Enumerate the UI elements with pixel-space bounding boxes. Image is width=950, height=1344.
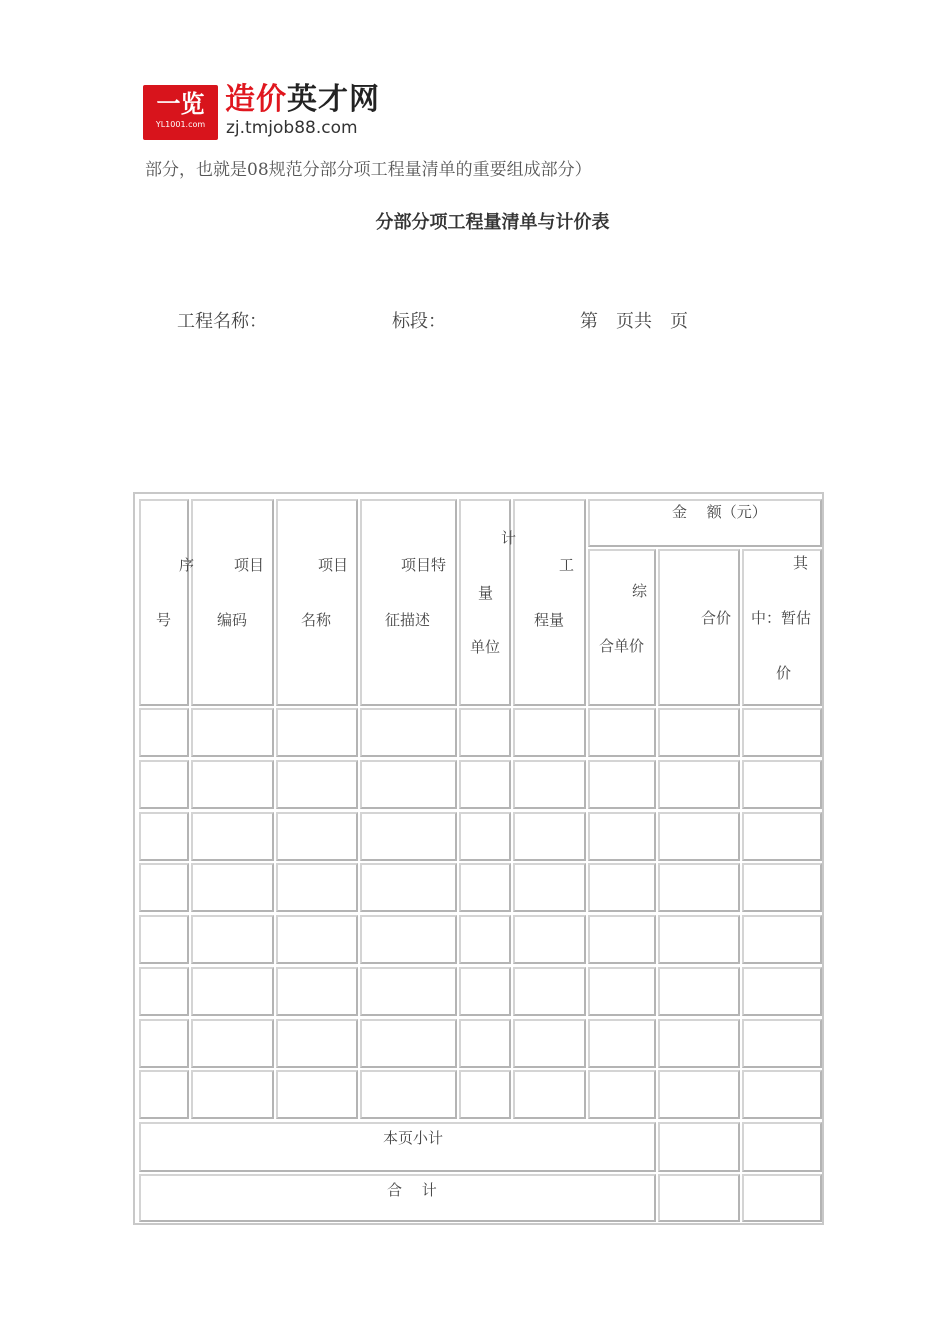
subtotal-total-price-cell: [658, 1122, 740, 1172]
header-name-b: 名称: [301, 611, 332, 629]
table-cell-unit-price: [588, 915, 656, 964]
table-cell-total-price: [658, 812, 740, 861]
table-cell-provisional: [742, 708, 822, 757]
page-label: 第 页共 页: [580, 311, 688, 332]
table-cell-total-price: [658, 967, 740, 1016]
table-cell-total-price: [658, 915, 740, 964]
table-cell-desc: [360, 708, 457, 757]
project-name-label: 工程名称：: [177, 311, 267, 332]
total-total-price-cell: [658, 1174, 740, 1222]
table-cell-unit: [459, 812, 511, 861]
header-total-price: 合价: [701, 609, 732, 627]
table-cell-name: [276, 1019, 358, 1068]
table-cell-code: [191, 1019, 274, 1068]
table-cell-unit: [459, 915, 511, 964]
header-desc-cell: [360, 499, 457, 706]
header-qty-b: 程量: [534, 611, 565, 629]
header-unit-price-cell: [588, 549, 656, 706]
table-cell-unit-price: [588, 967, 656, 1016]
table-cell-qty: [513, 967, 586, 1016]
table-cell-qty: [513, 812, 586, 861]
header-unit-b: 量: [478, 584, 494, 602]
logo-site-name-dark: 英才网: [287, 82, 380, 117]
table-cell-provisional: [742, 863, 822, 912]
logo-mark-subtext: YL1001.com: [155, 120, 206, 129]
table-cell-seq: [139, 1070, 189, 1119]
table-cell-seq: [139, 1019, 189, 1068]
header-provisional-a: 其: [793, 554, 809, 572]
document-title: 分部分项工程量清单与计价表: [375, 212, 610, 233]
table-cell-unit: [459, 760, 511, 809]
header-unit-c: 单位: [470, 638, 501, 656]
table-cell-desc: [360, 915, 457, 964]
header-name-a: 项目: [318, 556, 349, 574]
header-unit-a: 计: [501, 529, 517, 547]
table-cell-total-price: [658, 708, 740, 757]
table-cell-seq: [139, 967, 189, 1016]
header-provisional-c: 价: [776, 664, 792, 682]
table-cell-name: [276, 812, 358, 861]
table-cell-qty: [513, 915, 586, 964]
table-cell-seq: [139, 812, 189, 861]
total-label: 合 计: [387, 1181, 437, 1199]
header-amount: 金 额（元）: [672, 503, 767, 521]
table-cell-total-price: [658, 863, 740, 912]
header-total-price-cell: [658, 549, 740, 706]
table-cell-code: [191, 708, 274, 757]
header-code-a: 项目: [234, 556, 265, 574]
section-label: 标段：: [392, 311, 446, 332]
header-qty-a: 工: [559, 556, 575, 574]
table-cell-code: [191, 863, 274, 912]
logo-site-name: [225, 83, 380, 117]
header-provisional-cell: [742, 549, 822, 706]
site-logo: [143, 82, 393, 141]
logo-mark-text: 一览: [156, 90, 205, 118]
table-cell-unit: [459, 1070, 511, 1119]
table-cell-total-price: [658, 1070, 740, 1119]
table-cell-provisional: [742, 967, 822, 1016]
table-cell-code: [191, 760, 274, 809]
subtotal-label: 本页小计: [383, 1129, 444, 1147]
table-cell-provisional: [742, 812, 822, 861]
header-unit-price-a: 综: [632, 582, 648, 600]
header-name-cell: [276, 499, 358, 706]
header-seq-b: 号: [156, 611, 172, 629]
table-cell-seq: [139, 708, 189, 757]
intro-text: 部分，也就是08规范分部分项工程量清单的重要组成部分）: [145, 160, 592, 180]
table-cell-name: [276, 760, 358, 809]
table-cell-provisional: [742, 1019, 822, 1068]
table-cell-name: [276, 1070, 358, 1119]
table-cell-desc: [360, 1070, 457, 1119]
table-cell-seq: [139, 915, 189, 964]
table-cell-unit-price: [588, 1070, 656, 1119]
table-cell-desc: [360, 967, 457, 1016]
bill-of-quantities-table: [133, 492, 824, 1225]
header-seq-a: 序: [179, 556, 195, 574]
table-cell-qty: [513, 760, 586, 809]
header-seq-cell: [139, 499, 189, 706]
table-cell-qty: [513, 1070, 586, 1119]
table-cell-provisional: [742, 915, 822, 964]
table-cell-name: [276, 863, 358, 912]
table-cell-provisional: [742, 760, 822, 809]
header-provisional-b: 中：暂估: [751, 609, 812, 627]
table-cell-desc: [360, 812, 457, 861]
table-cell-unit-price: [588, 708, 656, 757]
table-cell-desc: [360, 760, 457, 809]
table-cell-name: [276, 967, 358, 1016]
header-unit-price-b: 合单价: [599, 637, 645, 655]
logo-site-name-red: 造价: [225, 82, 287, 117]
table-cell-desc: [360, 1019, 457, 1068]
header-qty-cell: [513, 499, 586, 706]
table-cell-unit: [459, 1019, 511, 1068]
header-code-b: 编码: [217, 611, 248, 629]
table-cell-qty: [513, 708, 586, 757]
table-cell-unit: [459, 708, 511, 757]
table-cell-desc: [360, 863, 457, 912]
table-cell-unit-price: [588, 760, 656, 809]
header-code-cell: [191, 499, 274, 706]
total-provisional-cell: [742, 1174, 822, 1222]
header-desc-a: 项目特: [401, 556, 447, 574]
table-cell-name: [276, 708, 358, 757]
table-cell-total-price: [658, 1019, 740, 1068]
table-cell-provisional: [742, 1070, 822, 1119]
table-cell-code: [191, 1070, 274, 1119]
table-cell-name: [276, 915, 358, 964]
subtotal-provisional-cell: [742, 1122, 822, 1172]
table-cell-unit-price: [588, 812, 656, 861]
table-cell-unit: [459, 967, 511, 1016]
table-cell-unit: [459, 863, 511, 912]
table-cell-seq: [139, 760, 189, 809]
table-cell-code: [191, 915, 274, 964]
header-desc-b: 征描述: [385, 611, 431, 629]
table-cell-code: [191, 967, 274, 1016]
table-cell-total-price: [658, 760, 740, 809]
table-cell-qty: [513, 863, 586, 912]
table-cell-seq: [139, 863, 189, 912]
table-cell-qty: [513, 1019, 586, 1068]
logo-mark: [143, 85, 218, 140]
table-cell-code: [191, 812, 274, 861]
table-cell-unit-price: [588, 863, 656, 912]
logo-site-url: zj.tmjob88.com: [226, 118, 358, 138]
table-cell-unit-price: [588, 1019, 656, 1068]
